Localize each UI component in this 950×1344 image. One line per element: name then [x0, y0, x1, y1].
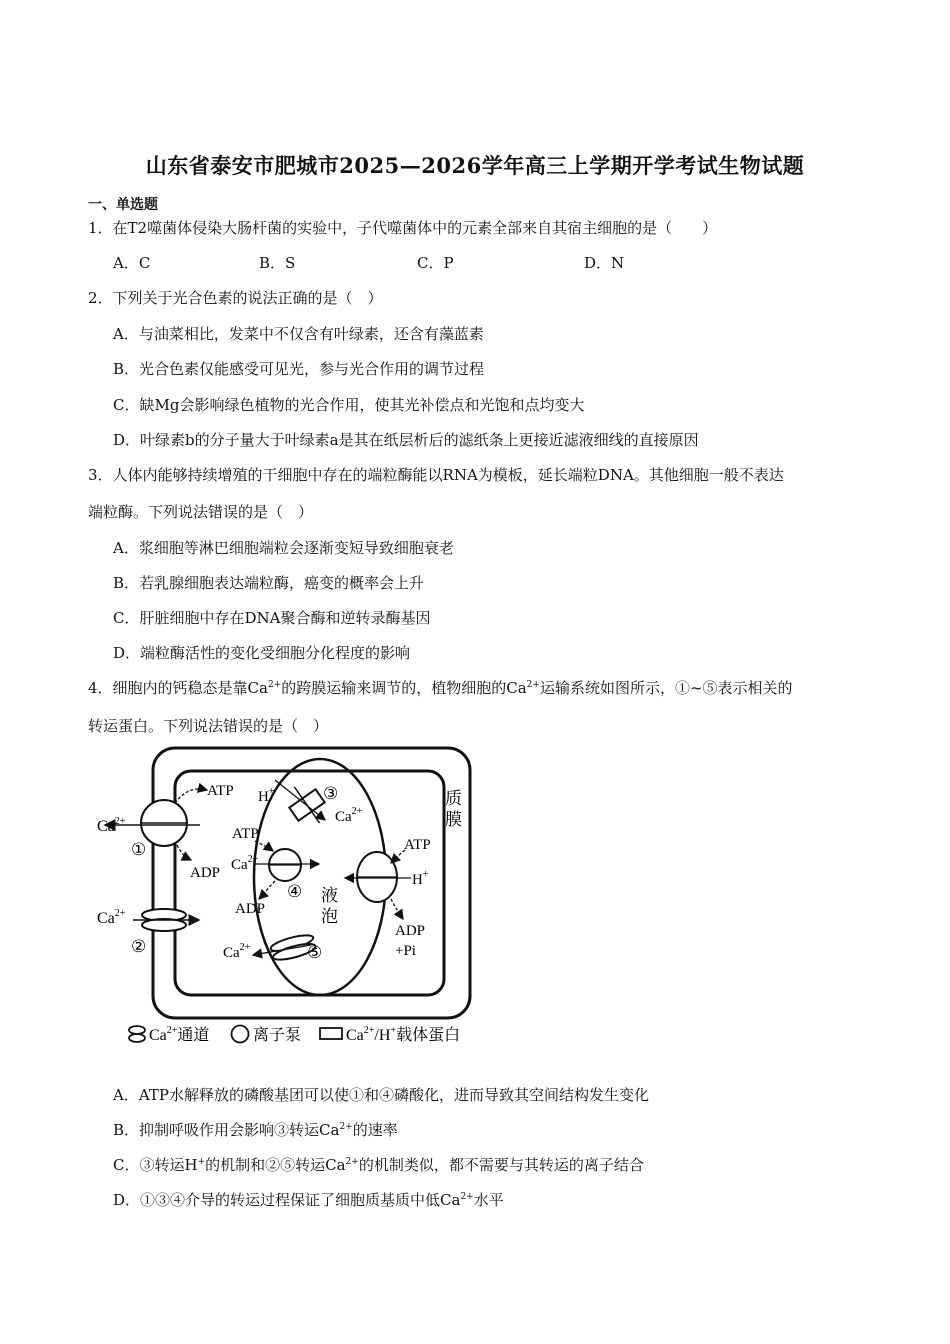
q4-option-c[interactable]: C．③转运H+的机制和②⑤转运$Ca^{2+}$的机制类似，都不需要与其转运的离子结合: [113, 1156, 644, 1174]
q4-option-b[interactable]: B．抑制呼吸作用会影响③转运$Ca^{2+}$的速率: [113, 1121, 398, 1139]
adp-label-pump: ADP: [395, 923, 426, 939]
q1-option-d[interactable]: D．N: [584, 254, 625, 272]
membrane-label-2: 膜: [445, 810, 462, 829]
q4-stem-line1: 4．细胞内的钙稳态是靠$Ca^{2+}$的跨膜运输来调节的，植物细胞的$Ca^{2+}$运输系统如图所示，①~⑤表示相关的: [88, 679, 793, 697]
q2-option-d[interactable]: D．叶绿素b的分子量大于叶绿素a是其在纸层析后的滤纸条上更接近滤液细线的直接原因: [113, 431, 699, 449]
q3-option-c[interactable]: C．肝脏细胞中存在DNA聚合酶和逆转录酶基因: [113, 609, 431, 627]
vacuole-label-2: 泡: [321, 907, 338, 926]
atp-label-1: ATP: [207, 783, 234, 799]
number-1: ①: [131, 840, 147, 859]
number-2: ②: [131, 937, 147, 956]
q4-stem-line2: 转运蛋白。下列说法错误的是（ ）: [88, 717, 329, 735]
q1-option-b[interactable]: B．S: [259, 254, 296, 272]
figure-legend: [129, 1025, 460, 1044]
q3-option-a[interactable]: A．浆细胞等淋巴细胞端粒会逐渐变短导致细胞衰老: [113, 539, 454, 557]
number-3: ③: [323, 784, 339, 803]
q2-option-a[interactable]: A．与油菜相比，发菜中不仅含有叶绿素，还含有藻蓝素: [113, 325, 484, 343]
ca-label-5: $Ca^{2+}$: [223, 942, 251, 961]
q3-option-d[interactable]: D．端粒酶活性的变化受细胞分化程度的影响: [113, 644, 411, 662]
vacuole-label-1: 液: [321, 886, 338, 905]
q4-option-d[interactable]: D．①③④介导的转运过程保证了细胞质基质中低$Ca^{2+}$水平: [113, 1191, 504, 1209]
legend-carrier-label: $Ca^{2+}/H^+$载体蛋白: [346, 1025, 461, 1044]
q2-option-c[interactable]: C．缺Mg会影响绿色植物的光合作用，使其光补偿点和光饱和点均变大: [113, 396, 585, 414]
ca-channel-2-bottom: [142, 919, 186, 931]
calcium-transport-diagram: [95, 745, 495, 1045]
ca-label-4: $Ca^{2+}$: [231, 854, 259, 873]
ca-label-3: $Ca^{2+}$: [335, 806, 363, 825]
number-5: ⑤: [307, 943, 323, 962]
q3-stem-line2: 端粒酶。下列说法错误的是（ ）: [88, 503, 314, 521]
atp-label-pump: ATP: [404, 837, 431, 853]
ca-label-1: $Ca^{2+}$: [97, 816, 126, 835]
adp-label-1: ADP: [190, 865, 221, 881]
number-4: ④: [287, 882, 303, 901]
legend-pump-label: 离子泵: [253, 1027, 302, 1044]
q1-options: [113, 253, 813, 273]
adp-label-4: ADP: [235, 901, 266, 917]
q1-option-c[interactable]: C．P: [417, 254, 454, 272]
q3-stem-line1: 3．人体内能够持续增殖的干细胞中存在的端粒酶能以RNA为模板，延长端粒DNA。其他细胞一般不表达: [88, 466, 784, 484]
pi-label-pump: +Pi: [395, 943, 416, 959]
h-label-pump: H+: [412, 869, 429, 888]
q1-option-a[interactable]: A．C: [113, 254, 151, 272]
q2-option-b[interactable]: B．光合色素仅能感受可见光，参与光合作用的调节过程: [113, 360, 485, 378]
page-title: 山东省泰安市肥城市2025—2026学年高三上学期开学考试生物试题: [145, 153, 805, 178]
h-label-3: H+: [258, 786, 275, 805]
atp-label-4: ATP: [232, 826, 259, 842]
q3-option-b[interactable]: B．若乳腺细胞表达端粒酶，癌变的概率会上升: [113, 574, 425, 592]
section-heading: 一、单选题: [88, 197, 158, 213]
q2-stem: 2．下列关于光合色素的说法正确的是（ ）: [88, 289, 383, 307]
membrane-label-1: 质: [445, 789, 462, 808]
legend-channel-label: $Ca^{2+}$通道: [149, 1025, 210, 1044]
q1-stem: 1．在T2噬菌体侵染大肠杆菌的实验中，子代噬菌体中的元素全部来自其宿主细胞的是（ ）: [88, 219, 718, 237]
ca-label-2: $Ca^{2+}$: [97, 908, 126, 927]
q4-option-a[interactable]: A．ATP水解释放的磷酸基团可以使①和④磷酸化，进而导致其空间结构发生变化: [113, 1086, 649, 1104]
